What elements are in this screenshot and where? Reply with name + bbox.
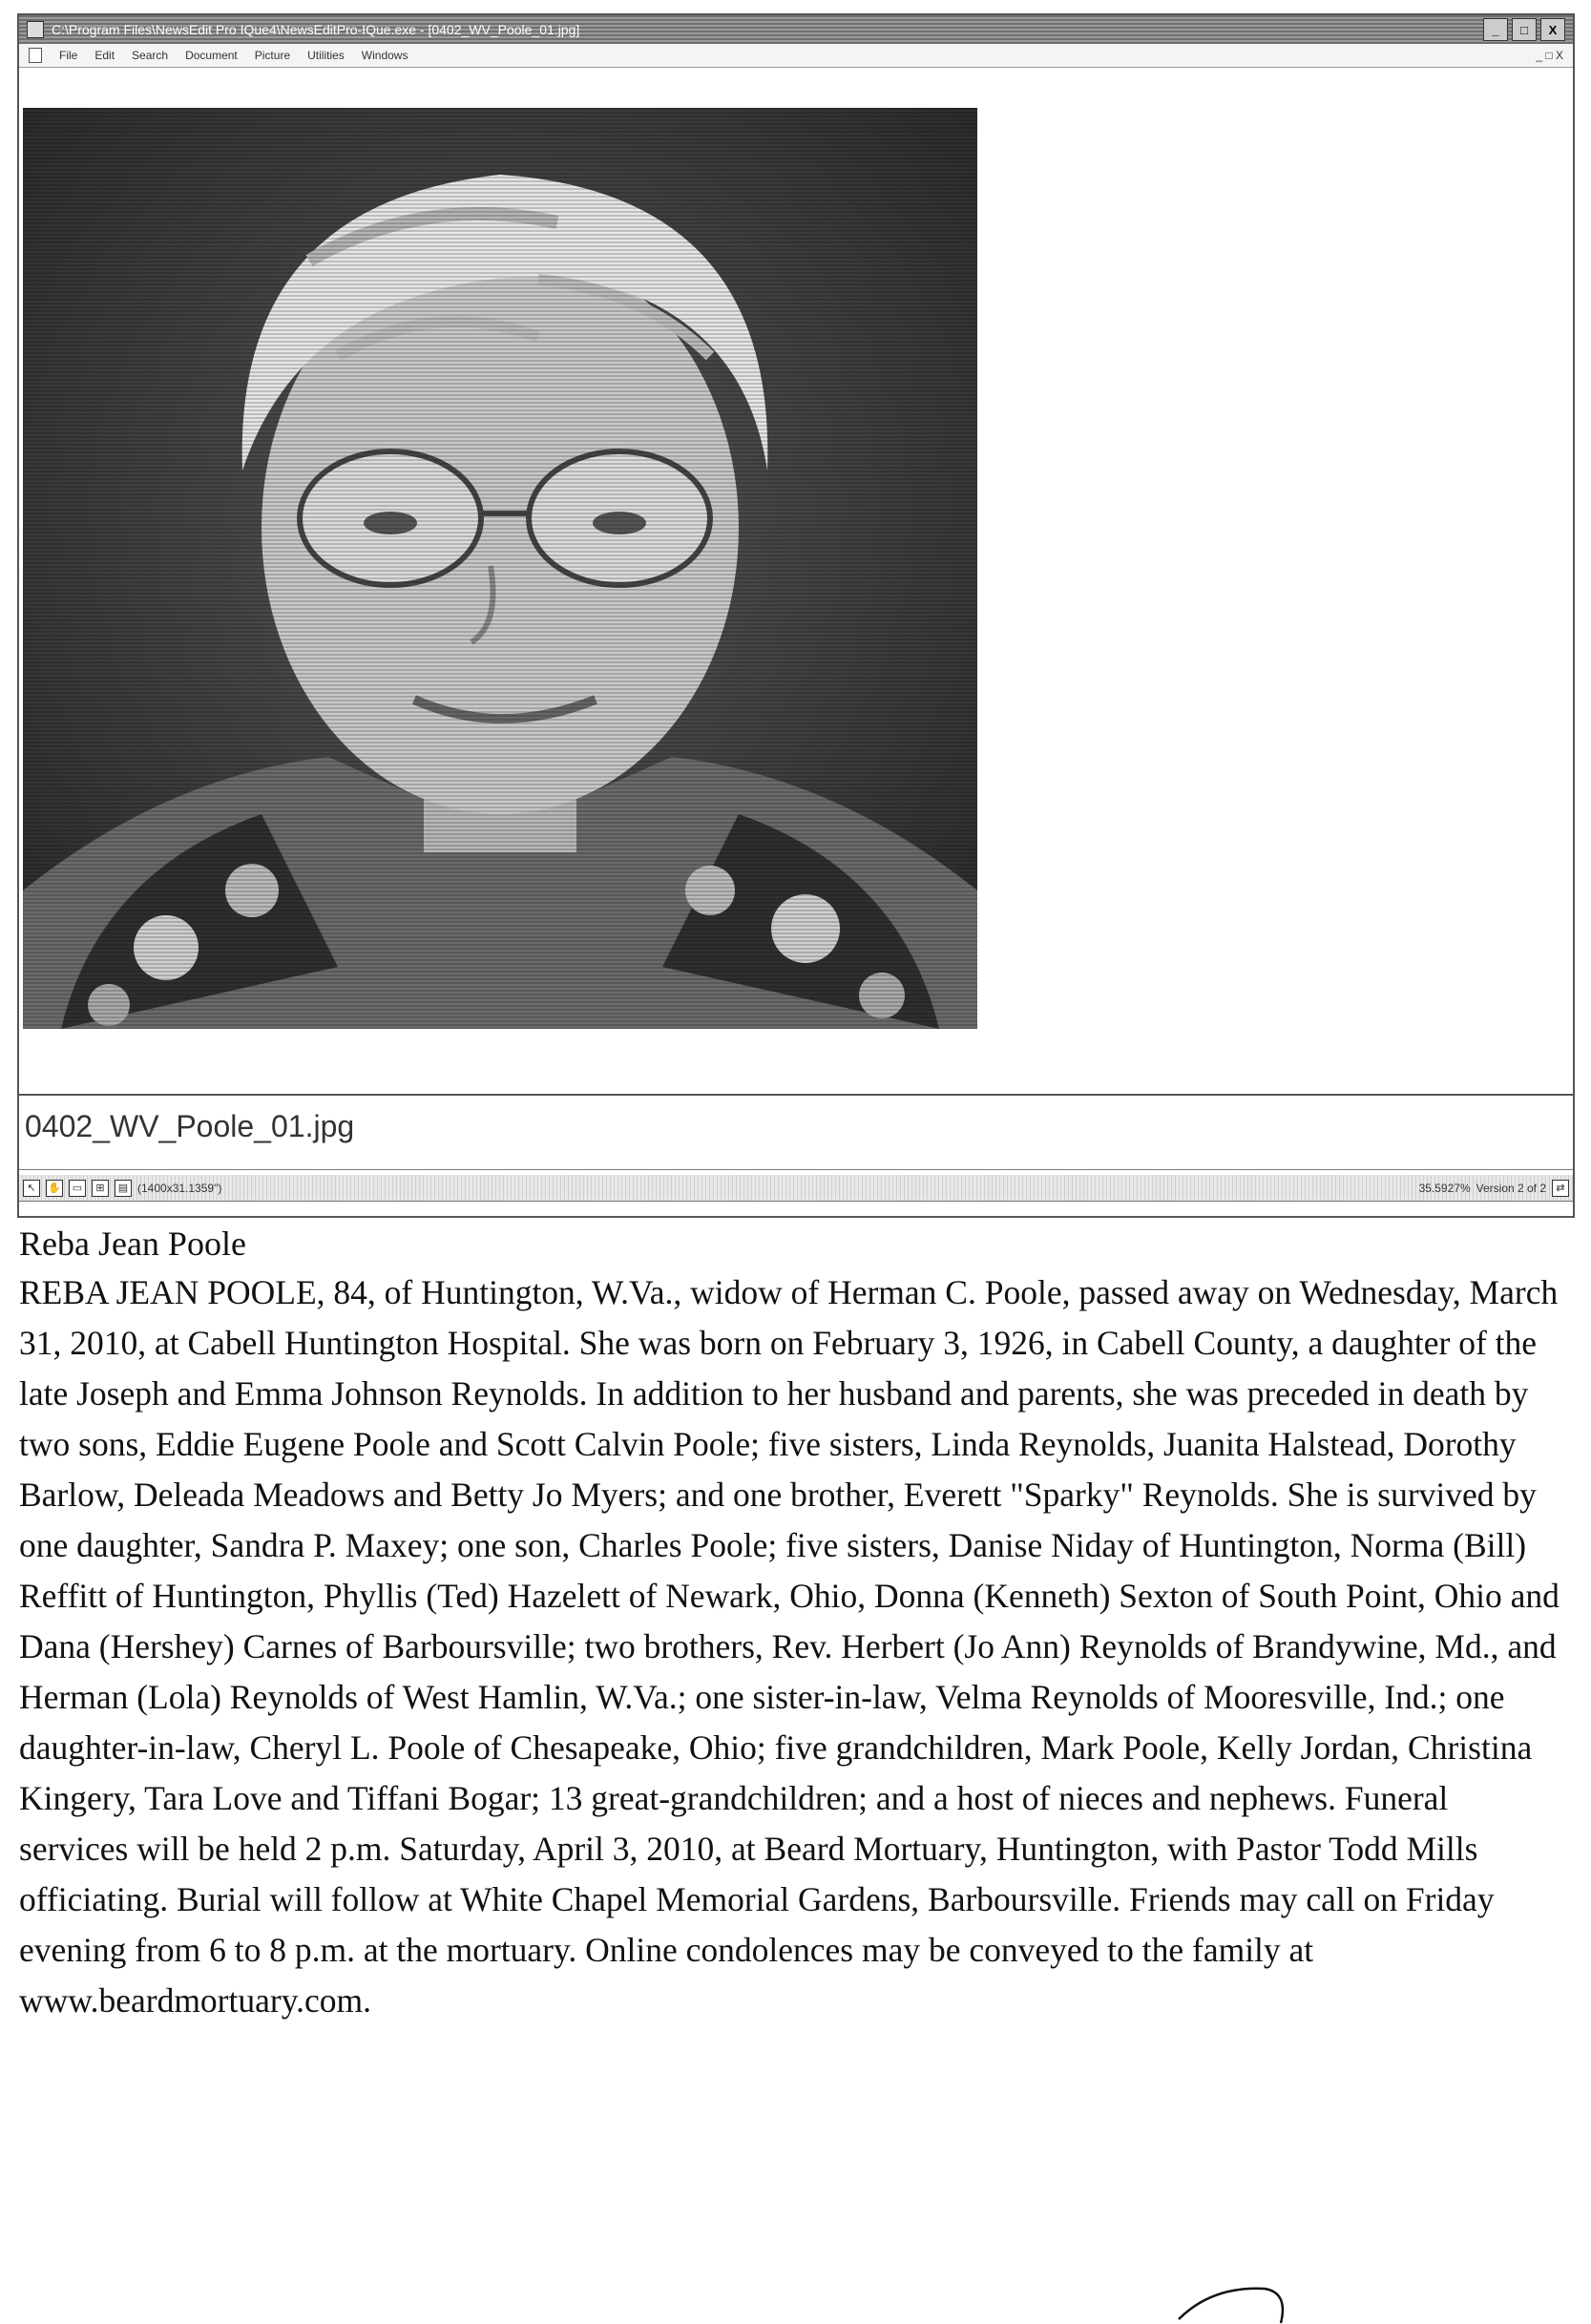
menu-document[interactable]: Document <box>185 49 238 62</box>
maximize-button[interactable]: □ <box>1512 18 1537 41</box>
window-controls <box>1483 18 1565 41</box>
title-bar[interactable] <box>19 15 1573 44</box>
obituary-text <box>19 1220 1565 2026</box>
filename-text: 0402_WV_Poole_01.jpg <box>25 1109 355 1143</box>
image-coords: (1400x31.1359") <box>137 1181 222 1195</box>
pointer-tool-icon[interactable]: ↖ <box>23 1180 40 1197</box>
menu-utilities[interactable]: Utilities <box>307 49 345 62</box>
status-bar <box>19 1175 1573 1202</box>
document-icon[interactable] <box>29 48 42 63</box>
document-window-controls[interactable]: _ □ X <box>1536 49 1563 62</box>
close-button[interactable]: X <box>1540 18 1565 41</box>
menu-search[interactable]: Search <box>132 49 169 62</box>
menu-bar <box>19 44 1573 68</box>
version-indicator: Version 2 of 2 <box>1476 1181 1546 1195</box>
app-icon <box>27 21 44 38</box>
menu-windows[interactable]: Windows <box>361 49 408 62</box>
window-title: C:\Program Files\NewsEdit Pro IQue4\NewsEditPro-IQue.exe - [0402_WV_Poole_01.jpg] <box>52 22 580 37</box>
obituary-body: REBA JEAN POOLE, 84, of Huntington, W.Va., widow of Herman C. Poole, passed away on Wednesday, March 31, 2010, at Cabell Huntington Hospital. She was born on February 3, 1926, in Cabell County, a daughter of the late Joseph and Emma Johnson Reynolds. In addition to her husband and parents, she was preceded in death by two sons, Eddie Eugene Poole and Scott Calvin Poole; five sisters, Linda Reynolds, Juanita Halstead, Dorothy Barlow, Deleada Meadows and Betty Jo Myers; and one brother, Everett "Sparky" Reynolds. She is survived by one daughter, Sandra P. Maxey; one son, Charles Poole; five sisters, Danise Niday of Huntington, Norma (Bill) Reffitt of Huntington, Phyllis (Ted) Hazelett of Newark, Ohio, Donna (Kenneth) Sexton of South Point, Ohio and Dana (Hershey) Carnes of Barboursville; two brothers, Rev. Herbert (Jo Ann) Reynolds of Brandywine, Md., and Herman (Lola) Reynolds of West Hamlin, W.Va.; one sister-in-law, Velma Reynolds of Mooresville, Ind.; one daughter-in-law, Cheryl L. Poole of Chesapeake, Ohio; five grandchildren, Mark Poole, Kelly Jordan, Christina Kingery, Tara Love and Tiffani Bogar; 13 great-grandchildren; and a host of nieces and nephews. Funeral services will be held 2 p.m. Saturday, April 3, 2010, at Beard Mortuary, Huntington, with Pastor Todd Mills officiating. Burial will follow at White Chapel Memorial Gardens, Barboursville. Friends may call on Friday evening from 6 to 8 p.m. at the mortuary. Online condolences may be conveyed to the family at www.beardmortuary.com. <box>19 1273 1560 2020</box>
grid-tool-icon[interactable]: ⊞ <box>92 1180 109 1197</box>
page-nav-icon[interactable]: ⇄ <box>1552 1180 1569 1197</box>
crop-tool-icon[interactable]: ▭ <box>69 1180 86 1197</box>
taskbar <box>19 1217 1573 1218</box>
menu-edit[interactable]: Edit <box>94 49 115 62</box>
portrait-photo <box>23 108 977 1029</box>
handwritten-mark <box>1174 2281 1298 2324</box>
obituary-headline: Reba Jean Poole <box>19 1225 246 1263</box>
image-workspace <box>19 68 1573 1195</box>
filename-field[interactable] <box>19 1094 1573 1170</box>
menu-file[interactable]: File <box>59 49 78 62</box>
save-tool-icon[interactable]: ▤ <box>115 1180 132 1197</box>
zoom-level: 35.5927% <box>1418 1181 1471 1195</box>
app-window <box>17 13 1575 1218</box>
minimize-button[interactable]: _ <box>1483 18 1508 41</box>
menu-picture[interactable]: Picture <box>254 49 291 62</box>
hand-tool-icon[interactable]: ✋ <box>46 1180 63 1197</box>
